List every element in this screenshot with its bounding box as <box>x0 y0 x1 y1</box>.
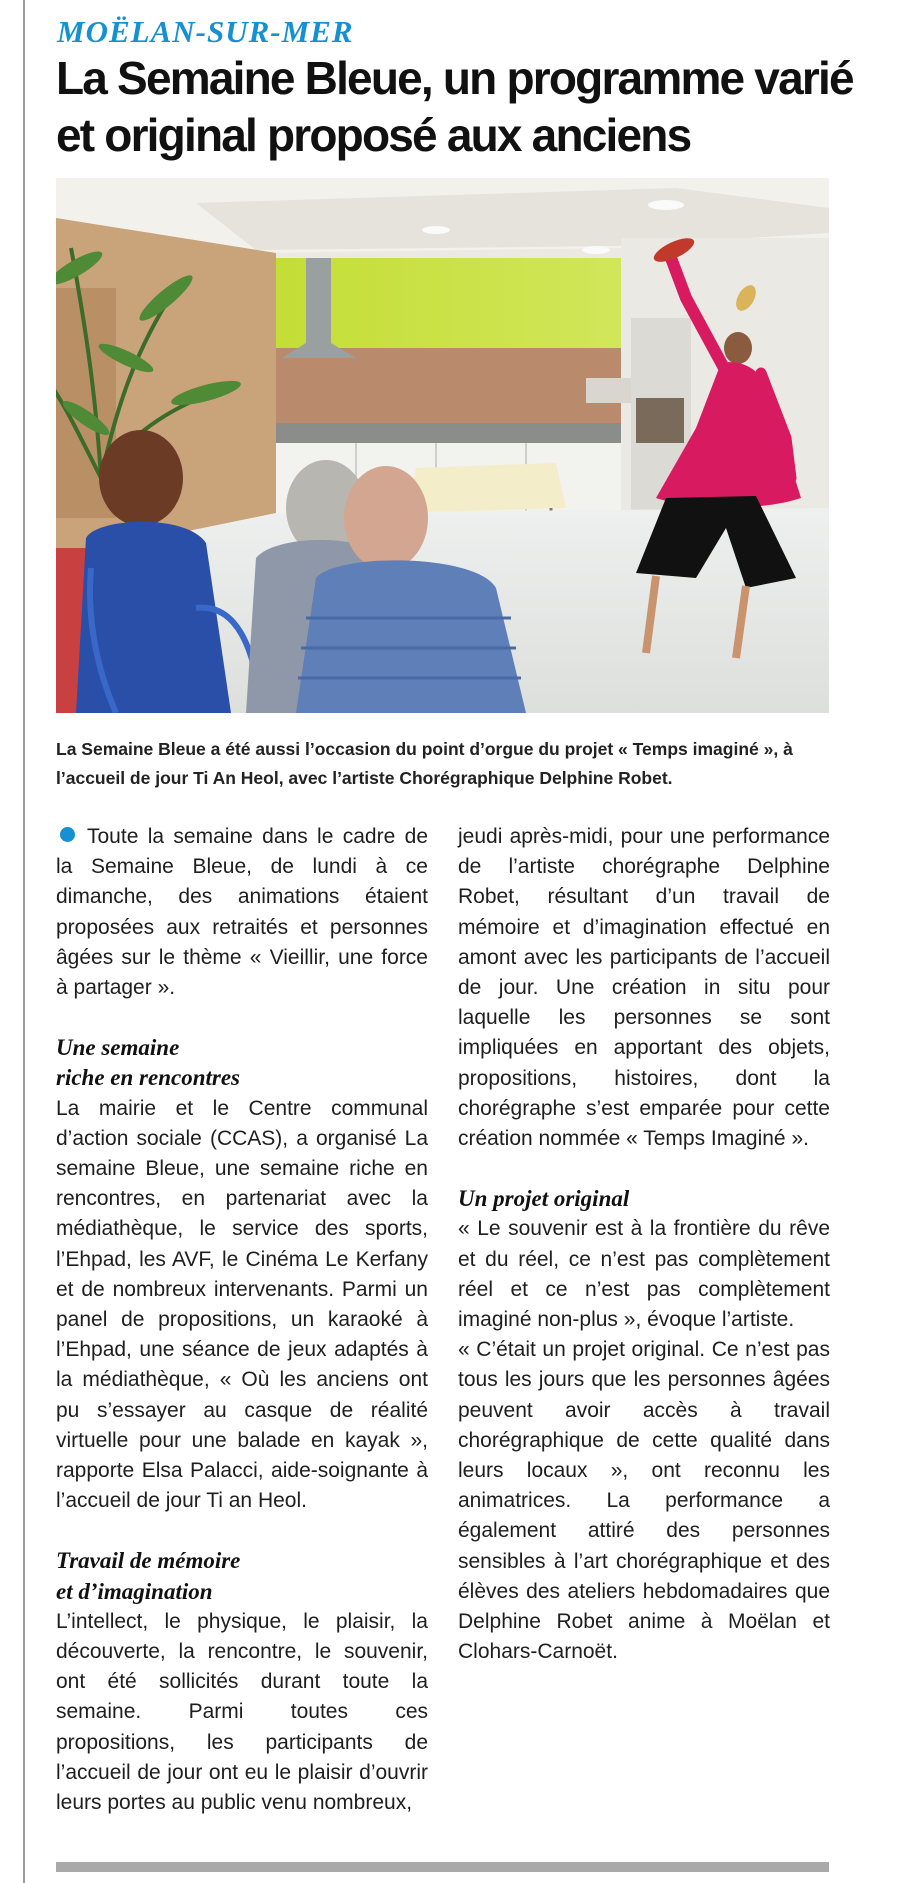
section-heading-line: riche en rencontres <box>56 1065 240 1091</box>
article-photo <box>56 178 829 713</box>
paragraph-rencontres: La mairie et le Centre communal d’action sociale (CCAS), a organisé La semaine Bleue, une semaine riche en rencontres, en partenariat avec la médiathèque, le service des sports, l’Ehpad, les AVF, le Cinéma Le Kerfany et de nombreux intervenants. Parmi un panel de propositions, un karaoké à l’Ehpad, une séance de jeux adaptés à la médiathèque, « Où les anciens ont pu s’essayer au casque de réalité virtuelle pour une balade en kayak », rapporte Elsa Palacci, aide-soignante à l’accueil de jour Ti an Heol. <box>56 1096 428 1513</box>
bottom-rule <box>56 1862 829 1872</box>
quote-animatrices: « C’était un projet original. Ce n’est pas tous les jours que les personnes âgées peuvent avoir accès à travail chorégraphique de cette qualité dans leurs locaux », ont reconnu les animatrices. La performance a également attiré des personnes sensibles à l’art chorégraphique et des élèves des ateliers hebdomadaires que Delphine Robet anime à Moëlan et Clohars-Carnoët. <box>458 1338 830 1664</box>
blue-dot-bullet-icon <box>60 827 75 842</box>
article-headline: La Semaine Bleue, un programme varié et original proposé aux anciens <box>56 52 853 161</box>
body-column-right <box>458 822 830 1667</box>
intro-paragraph <box>56 822 428 1003</box>
paragraph-memoire-continued: jeudi après-midi, pour une performance de l’artiste chorégraphe Delphine Robet, résultant d’un travail de mémoire et d’imagination effectué en amont avec les participants de l’accueil de jour. Une création in situ pour laquelle les personnes se sont impliquées en apportant des objets, propositions, histoires, dont la chorégraphe s’est emparée pour cette création nommée « Temps Imaginé ». <box>458 825 830 1151</box>
section-heading-line: Une semaine <box>56 1035 180 1061</box>
quote-artist: « Le souvenir est à la frontière du rêve et du réel, ce n’est pas complètement réel et ce n’est pas complètement imaginé non-plus », évoque l’artiste. <box>458 1217 830 1332</box>
article-kicker: MOËLAN-SUR-MER <box>57 14 354 49</box>
section-heading-projet: Un projet original <box>458 1186 630 1212</box>
photo-caption: La Semaine Bleue a été aussi l’occasion du point d’orgue du projet « Temps imaginé », à l’accueil de jour Ti An Heol, avec l’artiste Chorégraphique Delphine Robet. <box>56 739 793 788</box>
section-heading-line: et d’imagination <box>56 1578 213 1604</box>
paragraph-memoire: L’intellect, le physique, le plaisir, la découverte, la rencontre, le souvenir, ont été sollicités durant toute la semaine. Parmi toutes ces propositions, les participants de l’accueil de jour ont eu le plaisir d’ouvrir leurs portes au public venu nombreux, <box>56 1609 428 1815</box>
section-heading-memoire <box>56 1546 428 1606</box>
body-column-left <box>56 822 428 1818</box>
page-margin-rule <box>23 0 25 1883</box>
section-heading-rencontres <box>56 1033 428 1093</box>
intro-text: Toute la semaine dans le cadre de la Semaine Bleue, de lundi à ce dimanche, des animations étaient proposées aux retraités et personnes âgées sur le thème « Vieillir, une force à partager ». <box>56 825 428 1000</box>
section-heading-line: Travail de mémoire <box>56 1548 241 1574</box>
